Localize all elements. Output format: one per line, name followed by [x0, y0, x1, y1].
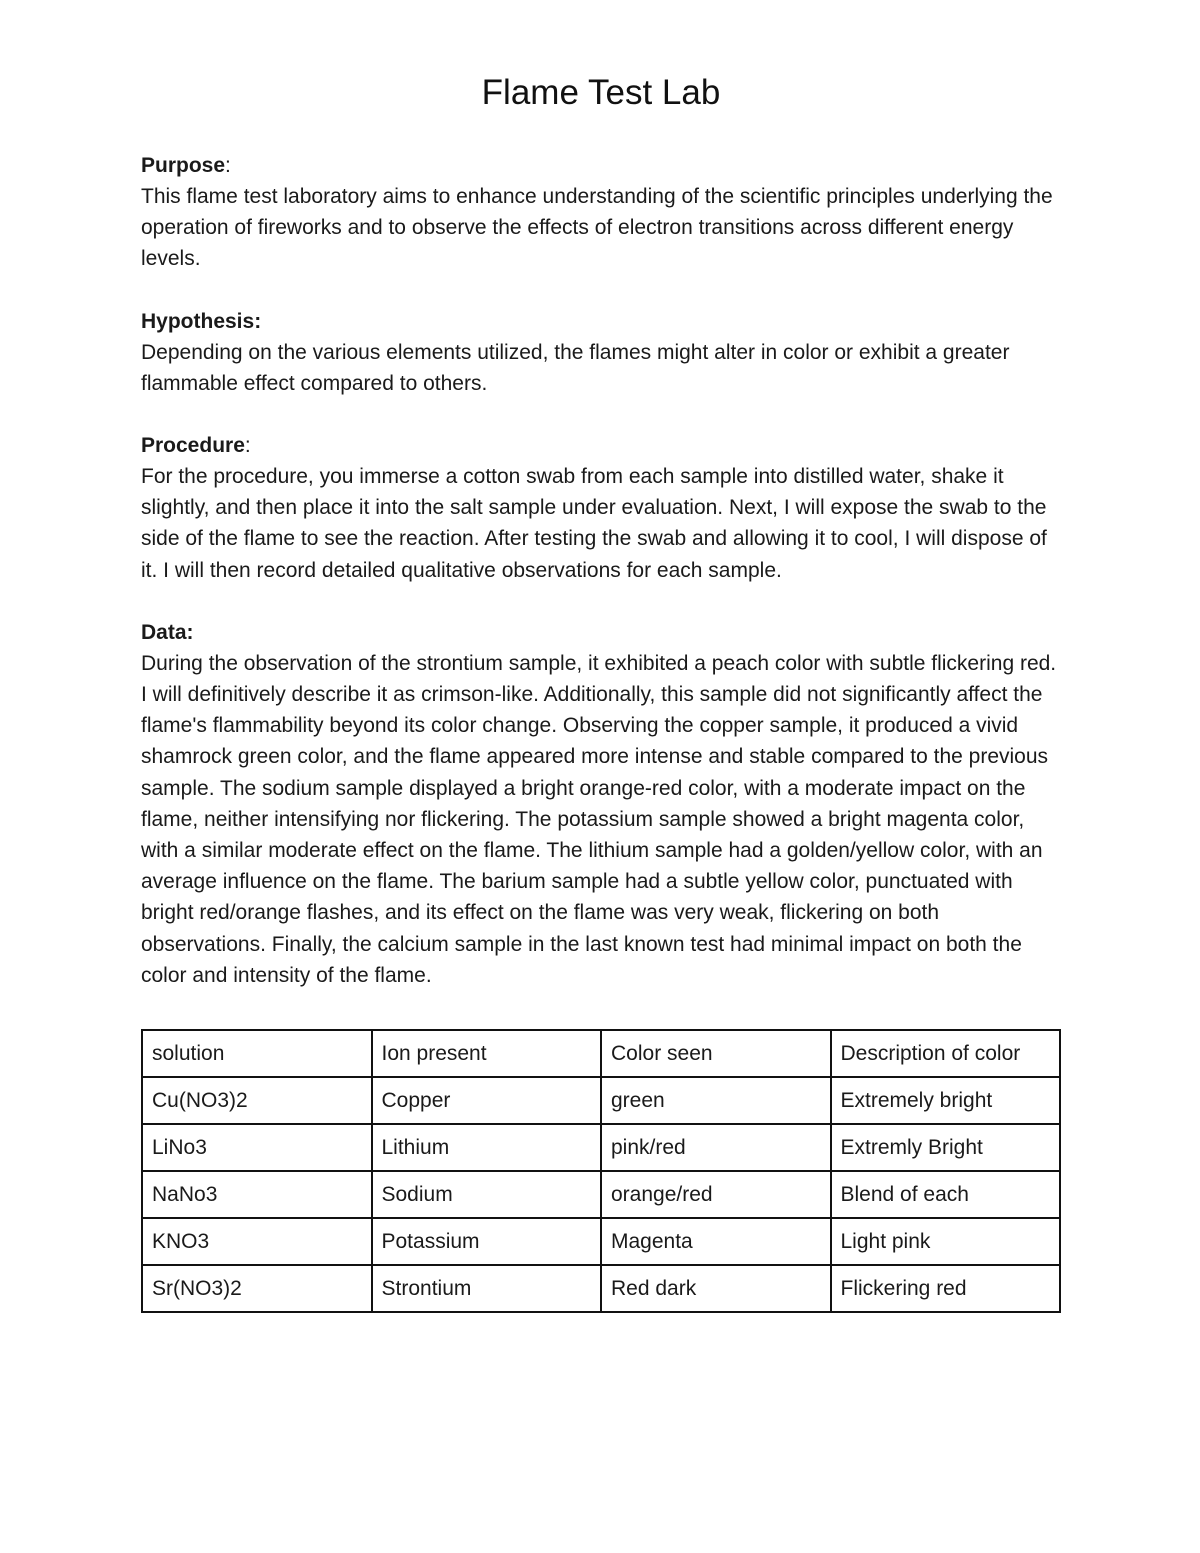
table-cell: Strontium	[372, 1265, 602, 1312]
hypothesis-body: Depending on the various elements utilized, the flames might alter in color or exhibit a greater flammable effect compared to others.	[141, 340, 1010, 395]
purpose-section	[141, 150, 1061, 275]
data-heading-label: Data:	[141, 620, 194, 644]
procedure-heading-label: Procedure	[141, 434, 245, 458]
procedure-heading-colon: :	[244, 434, 251, 458]
table-cell: orange/red	[601, 1171, 831, 1218]
table-cell: Description of color	[831, 1030, 1061, 1077]
table-cell: Red dark	[601, 1265, 831, 1312]
table-cell: Color seen	[601, 1030, 831, 1077]
hypothesis-section	[141, 306, 1061, 399]
procedure-body: For the procedure, you immerse a cotton swab from each sample into distilled water, shake it slightly, and then place it into the salt sample under evaluation. Next, I will expose the swab to the side of the flame to see the reaction. After testing the swab and allowing it to cool, I will dispose of it. I will then record detailed qualitative observations for each sample.	[141, 465, 1047, 582]
table-cell: Sr(NO3)2	[142, 1265, 372, 1312]
table-cell: Sodium	[372, 1171, 602, 1218]
table-cell: Cu(NO3)2	[142, 1077, 372, 1124]
table-cell: NaNo3	[142, 1171, 372, 1218]
table-cell: Light pink	[831, 1218, 1061, 1265]
data-heading	[141, 617, 1061, 648]
procedure-section	[141, 430, 1061, 586]
table-cell: Magenta	[601, 1218, 831, 1265]
table-cell: Ion present	[372, 1030, 602, 1077]
table-cell: Extremly Bright	[831, 1124, 1061, 1171]
table-row	[142, 1077, 1060, 1124]
table-row	[142, 1171, 1060, 1218]
table-cell: Blend of each	[831, 1171, 1061, 1218]
table-cell: solution	[142, 1030, 372, 1077]
table-row	[142, 1218, 1060, 1265]
data-body: During the observation of the strontium sample, it exhibited a peach color with subtle flickering red. I will definitively describe it as crimson-like. Additionally, this sample did not significantly affect the flame's flammability beyond its color change. Observing the copper sample, it produced a vivid shamrock green color, and the flame appeared more intense and stable compared to the previous sample. The sodium sample displayed a bright orange-red color, with a moderate impact on the flame, neither intensifying nor flickering. The potassium sample showed a bright magenta color, with a similar moderate effect on the flame. The lithium sample had a golden/yellow color, with an average influence on the flame. The barium sample had a subtle yellow color, punctuated with bright red/orange flashes, and its effect on the flame was very weak, flickering on both observations. Finally, the calcium sample in the last known test had minimal impact on both the color and intensity of the flame.	[141, 651, 1057, 987]
table-header-row	[142, 1030, 1060, 1077]
table-cell: pink/red	[601, 1124, 831, 1171]
hypothesis-heading-label: Hypothesis:	[141, 309, 262, 333]
table-cell: KNO3	[142, 1218, 372, 1265]
table-row	[142, 1265, 1060, 1312]
document-page	[141, 70, 1061, 1313]
procedure-heading	[141, 430, 1061, 461]
purpose-heading	[141, 150, 1061, 181]
purpose-heading-label: Purpose	[141, 154, 226, 177]
table-cell: Lithium	[372, 1124, 602, 1171]
table-cell: Potassium	[372, 1218, 602, 1265]
hypothesis-heading	[141, 306, 1061, 337]
table-cell: Extremely bright	[831, 1077, 1061, 1124]
flame-test-table	[141, 1029, 1061, 1313]
table-cell: LiNo3	[142, 1124, 372, 1171]
table-row	[142, 1124, 1060, 1171]
table-cell: Copper	[372, 1077, 602, 1124]
table-cell: Flickering red	[831, 1265, 1061, 1312]
purpose-body: This flame test laboratory aims to enhance understanding of the scientific principles underlying the operation of fireworks and to observe the effects of electron transitions across different energy levels.	[141, 185, 1053, 271]
data-section	[141, 617, 1061, 991]
table-cell: green	[601, 1077, 831, 1124]
purpose-heading-colon: :	[225, 154, 231, 177]
document-title: Flame Test Lab	[481, 73, 721, 112]
